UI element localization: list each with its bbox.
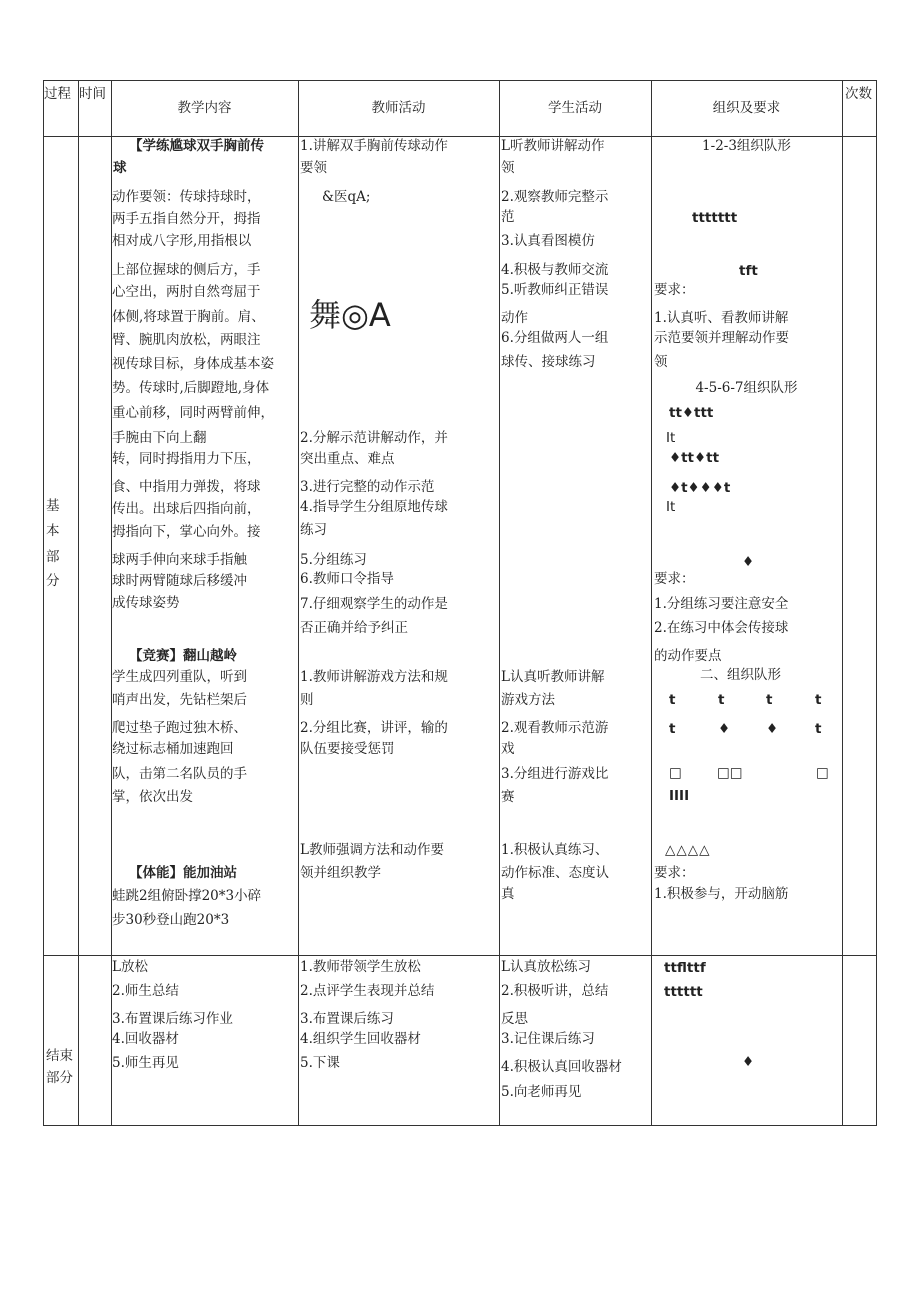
formation-symbols: ttflttf [664, 960, 706, 976]
content-line: 球时两臂随球后移缓冲 [112, 573, 247, 589]
section-label-basic: 本 [46, 523, 60, 539]
content-title-1: 【学练尴球双手胸前传 [129, 138, 264, 154]
content-line: 成传球姿势 [112, 595, 180, 611]
content-line: 体侧,将球置于胸前。肩、 [112, 309, 265, 325]
teacher-line: 则 [300, 692, 314, 708]
content-line: 动作要领：传球持球时， [112, 189, 261, 205]
formation-boxes: □ [669, 765, 682, 781]
col-divider [651, 81, 652, 1125]
requirement-line: 2.在练习中体会传接球 [654, 620, 789, 636]
content-line: 哨声出发，先钻栏架后 [112, 692, 247, 708]
section-label-basic: 基 [46, 498, 60, 514]
student-line: 动作 [501, 310, 528, 326]
section-label-end: 结束 [46, 1048, 73, 1064]
content-line: 拇指向下，掌心向外。接 [112, 524, 261, 540]
teacher-line: 要领 [300, 160, 327, 176]
end-teacher-line: 4.组织学生回收器材 [300, 1031, 421, 1047]
teacher-line: 4.指导学生分组原地传球 [300, 499, 448, 515]
student-line: 3.认真看图模仿 [501, 233, 595, 249]
header-student: 学生活动 [548, 100, 602, 116]
end-content-line: 2.师生总结 [112, 983, 179, 999]
student-line: 1.积极认真练习、 [501, 842, 609, 858]
student-line: 真 [501, 886, 515, 902]
content-line: 绕过标志桶加速跑回 [112, 741, 234, 757]
content-line: 传出。出球后四指向前， [112, 501, 261, 517]
col-divider [842, 81, 843, 1125]
content-line: 队，击第二名队员的手 [112, 766, 247, 782]
student-line: 球传、接球练习 [501, 354, 596, 370]
end-teacher-line: 1.教师带领学生放松 [300, 959, 421, 975]
formation-symbols: ttttttt [692, 210, 738, 226]
formation-boxes: □□ [717, 765, 743, 781]
requirement-line: 1.分组练习要注意安全 [654, 596, 789, 612]
end-content-line: 3.布置课后练习作业 [112, 1011, 233, 1027]
formation-triangles: △△△△ [665, 842, 711, 858]
requirement-line: 领 [654, 354, 668, 370]
formation-symbols: ♦ [718, 721, 731, 737]
formation-symbols: t [669, 692, 676, 708]
content-line: 学生成四列重队，听到 [112, 669, 247, 685]
student-line: 领 [501, 160, 515, 176]
content-line: 视传球目标，身体成基本姿 [112, 356, 274, 372]
content-title-3: 【体能】能加油站 [129, 865, 237, 881]
formation-boxes: □ [816, 765, 829, 781]
requirement-label: 要求： [654, 282, 695, 298]
end-student-line: L认真放松练习 [501, 959, 591, 975]
teacher-line: 否正确并给予纠正 [300, 620, 408, 636]
formation-symbols: tft [739, 263, 758, 279]
teacher-line: 练习 [300, 522, 327, 538]
student-line: 4.积极与教师交流 [501, 262, 609, 278]
header-org: 组织及要求 [712, 100, 781, 116]
formation-symbols: ♦ [742, 1054, 755, 1070]
formation-symbols: t [815, 692, 822, 708]
section-label-basic: 分 [46, 573, 60, 589]
student-line: 3.分组进行游戏比 [501, 766, 609, 782]
col-divider [78, 81, 79, 1125]
teacher-line: 6.教师口令指导 [300, 571, 394, 587]
requirement-line: 1.认真听、看教师讲解 [654, 310, 789, 326]
header-count: 次数 [845, 86, 872, 102]
requirement-label: 要求： [654, 571, 695, 587]
student-line: 5.听教师纠正错误 [501, 282, 609, 298]
teacher-line: 5.分组练习 [300, 552, 367, 568]
content-line: 爬过垫子跑过独木桥、 [112, 720, 247, 736]
teacher-line: 突出重点、难点 [300, 451, 395, 467]
formation-symbols: ♦ [766, 721, 779, 737]
end-teacher-line: 5.下课 [300, 1055, 340, 1071]
requirement-label: 要求： [654, 865, 695, 881]
header-time: 时间 [79, 86, 106, 102]
formation-symbols: t [669, 721, 676, 737]
content-line: 相对成八字形,用指根以 [112, 233, 252, 249]
formation-symbols: ♦t♦♦♦t [669, 480, 731, 496]
student-line: 赛 [501, 789, 515, 805]
content-line: 心空出，两肘自然弯屈于 [112, 284, 261, 300]
content-line: 两手五指自然分开，拇指 [112, 211, 261, 227]
content-line: 食、中指用力弹拨，将球 [112, 479, 261, 495]
student-line: 6.分组做两人一组 [501, 330, 609, 346]
content-line: 臂、腕肌肉放松，两眼注 [112, 332, 261, 348]
section-label-end: 部分 [46, 1070, 73, 1086]
teacher-line: 领并组织教学 [300, 865, 381, 881]
requirement-line: 示范要领并理解动作要 [654, 330, 789, 346]
end-student-line: 5.向老师再见 [501, 1084, 582, 1100]
teacher-line: 队伍要接受惩罚 [300, 741, 395, 757]
header-content: 教学内容 [177, 100, 232, 116]
teacher-line: 2.分解示范讲解动作，并 [300, 430, 448, 446]
formation-symbols: ♦tt♦tt [669, 450, 720, 466]
content-title-2: 【竞赛】翻山越岭 [129, 648, 237, 664]
end-student-line: 3.记住课后练习 [501, 1031, 595, 1047]
student-line: 游戏方法 [501, 692, 555, 708]
student-line: L认真听教师讲解 [501, 669, 605, 685]
teacher-line: 1.讲解双手胸前传球动作 [300, 138, 448, 154]
teacher-line: 2.分组比赛，讲评，输的 [300, 720, 448, 736]
illustration-glyphs: 舞◎A [309, 296, 391, 334]
formation-title: 4-5-6-7组织队形 [695, 380, 798, 396]
end-content-line: 4.回收器材 [112, 1031, 179, 1047]
requirement-line: 1.积极参与，开动脑筋 [654, 886, 789, 902]
formation-symbols: t [815, 721, 822, 737]
student-line: 戏 [501, 741, 515, 757]
formation-symbols: It [666, 430, 676, 446]
student-line: 范 [501, 209, 515, 225]
requirement-line: 的动作要点 [654, 648, 722, 664]
formation-title: 1-2-3组织队形 [702, 138, 791, 154]
col-divider [298, 81, 299, 1125]
content-line: 势。传球时,后脚蹬地,身体 [112, 380, 270, 396]
content-line: 重心前移，同时两臂前伸， [112, 405, 274, 421]
header-teacher: 教师活动 [371, 100, 426, 116]
end-student-line: 反思 [501, 1011, 528, 1027]
content-line: 掌，依次出发 [112, 789, 193, 805]
content-line: 蛙跳2组俯卧撑20*3小碎 [112, 888, 262, 904]
student-line: L听教师讲解动作 [501, 138, 605, 154]
content-line: 转，同时拇指用力下压， [112, 451, 261, 467]
formation-symbols: tt♦ttt [669, 405, 714, 421]
section-label-basic: 部 [46, 549, 60, 565]
formation-symbols: t [766, 692, 773, 708]
formation-symbols: ♦ [742, 554, 755, 570]
content-title-1: 球 [113, 160, 127, 176]
teacher-line: 7.仔细观察学生的动作是 [300, 596, 448, 612]
content-line: 球两手伸向来球手指触 [112, 552, 247, 568]
end-content-line: 5.师生再见 [112, 1055, 179, 1071]
end-teacher-line: 2.点评学生表现并总结 [300, 983, 435, 999]
content-line: 上部位握球的侧后方，手 [112, 262, 261, 278]
formation-symbols: It [666, 499, 676, 515]
end-student-line: 2.积极听讲，总结 [501, 983, 609, 999]
teacher-line: L教师强调方法和动作要 [300, 842, 444, 858]
student-line: 2.观察教师完整示 [501, 189, 609, 205]
header-process: 过程 [44, 86, 71, 102]
formation-title: 二、组织队形 [700, 667, 781, 683]
content-line: 手腕由下向上翻 [112, 430, 207, 446]
end-student-line: 4.积极认真回收器材 [501, 1059, 622, 1075]
teacher-line: 1.教师讲解游戏方法和规 [300, 669, 448, 685]
teacher-line: 3.进行完整的动作示范 [300, 479, 435, 495]
end-content-line: L放松 [112, 959, 148, 975]
col-divider [499, 81, 500, 1125]
formation-symbols: tttttt [664, 984, 703, 1000]
row-divider [44, 955, 876, 956]
content-line: 步30秒登山跑20*3 [112, 912, 230, 928]
student-line: 动作标准、态度认 [501, 865, 609, 881]
end-teacher-line: 3.布置课后练习 [300, 1011, 394, 1027]
formation-symbols: t [718, 692, 725, 708]
formation-symbols: IIII [669, 788, 690, 804]
student-line: 2.观看教师示范游 [501, 720, 609, 736]
teacher-line: &医qA; [322, 189, 371, 205]
